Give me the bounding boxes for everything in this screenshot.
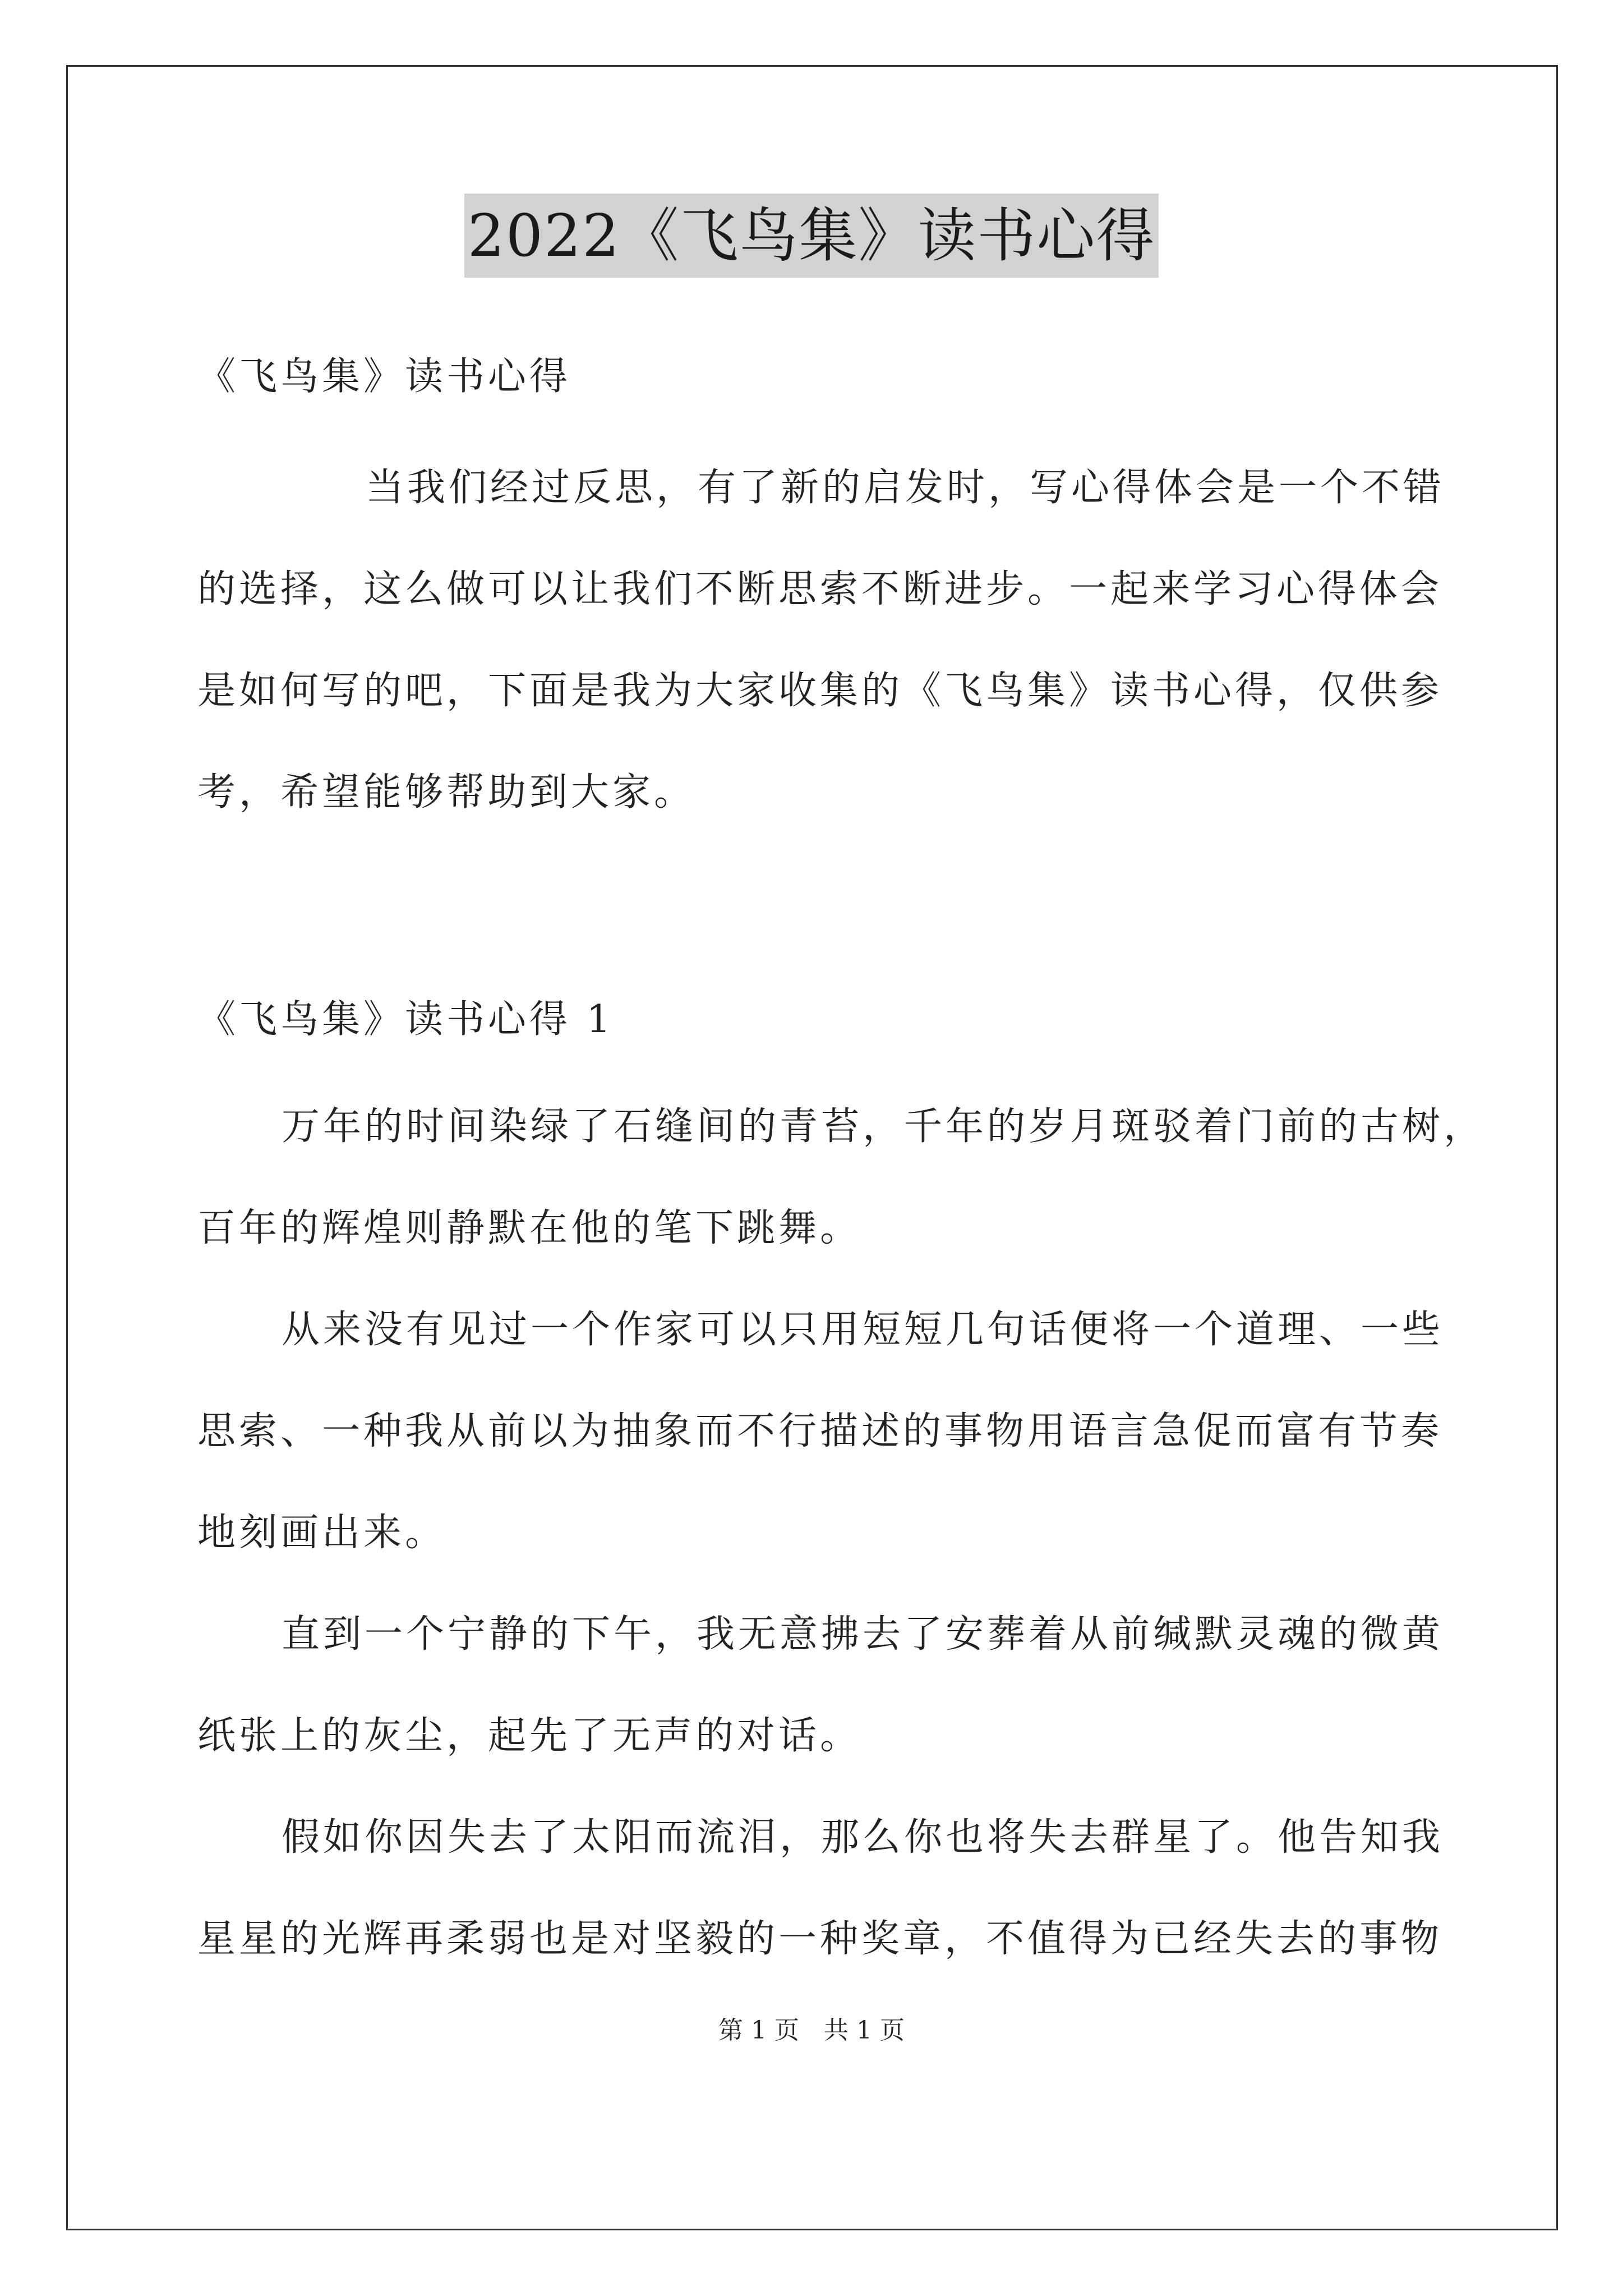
body-line: 从来没有见过一个作家可以只用短短几句话便将一个道理、一些 [282,1308,1444,1352]
body-line: 纸张上的灰尘，起先了无声的对话。 [197,1714,862,1758]
body-line: 星星的光辉再柔弱也是对坚毅的一种奖章，不值得为已经失去的事物 [197,1917,1443,1961]
body-line: 假如你因失去了太阳而流泪，那么你也将失去群星了。他告知我 [282,1815,1444,1860]
body-line: 直到一个宁静的下午，我无意拂去了安葬着从前缄默灵魂的微黄 [282,1612,1444,1657]
section-heading: 《飞鸟集》读书心得 1 [197,997,614,1042]
body-line: 万年的时间染绿了石缝间的青苔，千年的岁月斑驳着门前的古树， [282,1105,1486,1149]
intro-line: 当我们经过反思，有了新的启发时，写心得体会是一个不错 [366,466,1445,510]
body-line: 百年的辉煌则静默在他的笔下跳舞。 [197,1206,862,1250]
intro-line: 是如何写的吧，下面是我为大家收集的《飞鸟集》读书心得，仅供参 [197,669,1443,713]
document-title: 2022《飞鸟集》读书心得 [464,194,1159,278]
page-footer: 第 1 页 共 1 页 [718,2016,905,2045]
body-line: 地刻画出来。 [197,1511,447,1555]
intro-line: 考，希望能够帮助到大家。 [197,770,696,815]
title-container [0,194,1623,278]
intro-heading: 《飞鸟集》读书心得 [197,355,571,399]
intro-line: 的选择，这么做可以让我们不断思索不断进步。一起来学习心得体会 [197,567,1443,611]
body-line: 思索、一种我从前以为抽象而不行描述的事物用语言急促而富有节奏 [197,1409,1443,1453]
